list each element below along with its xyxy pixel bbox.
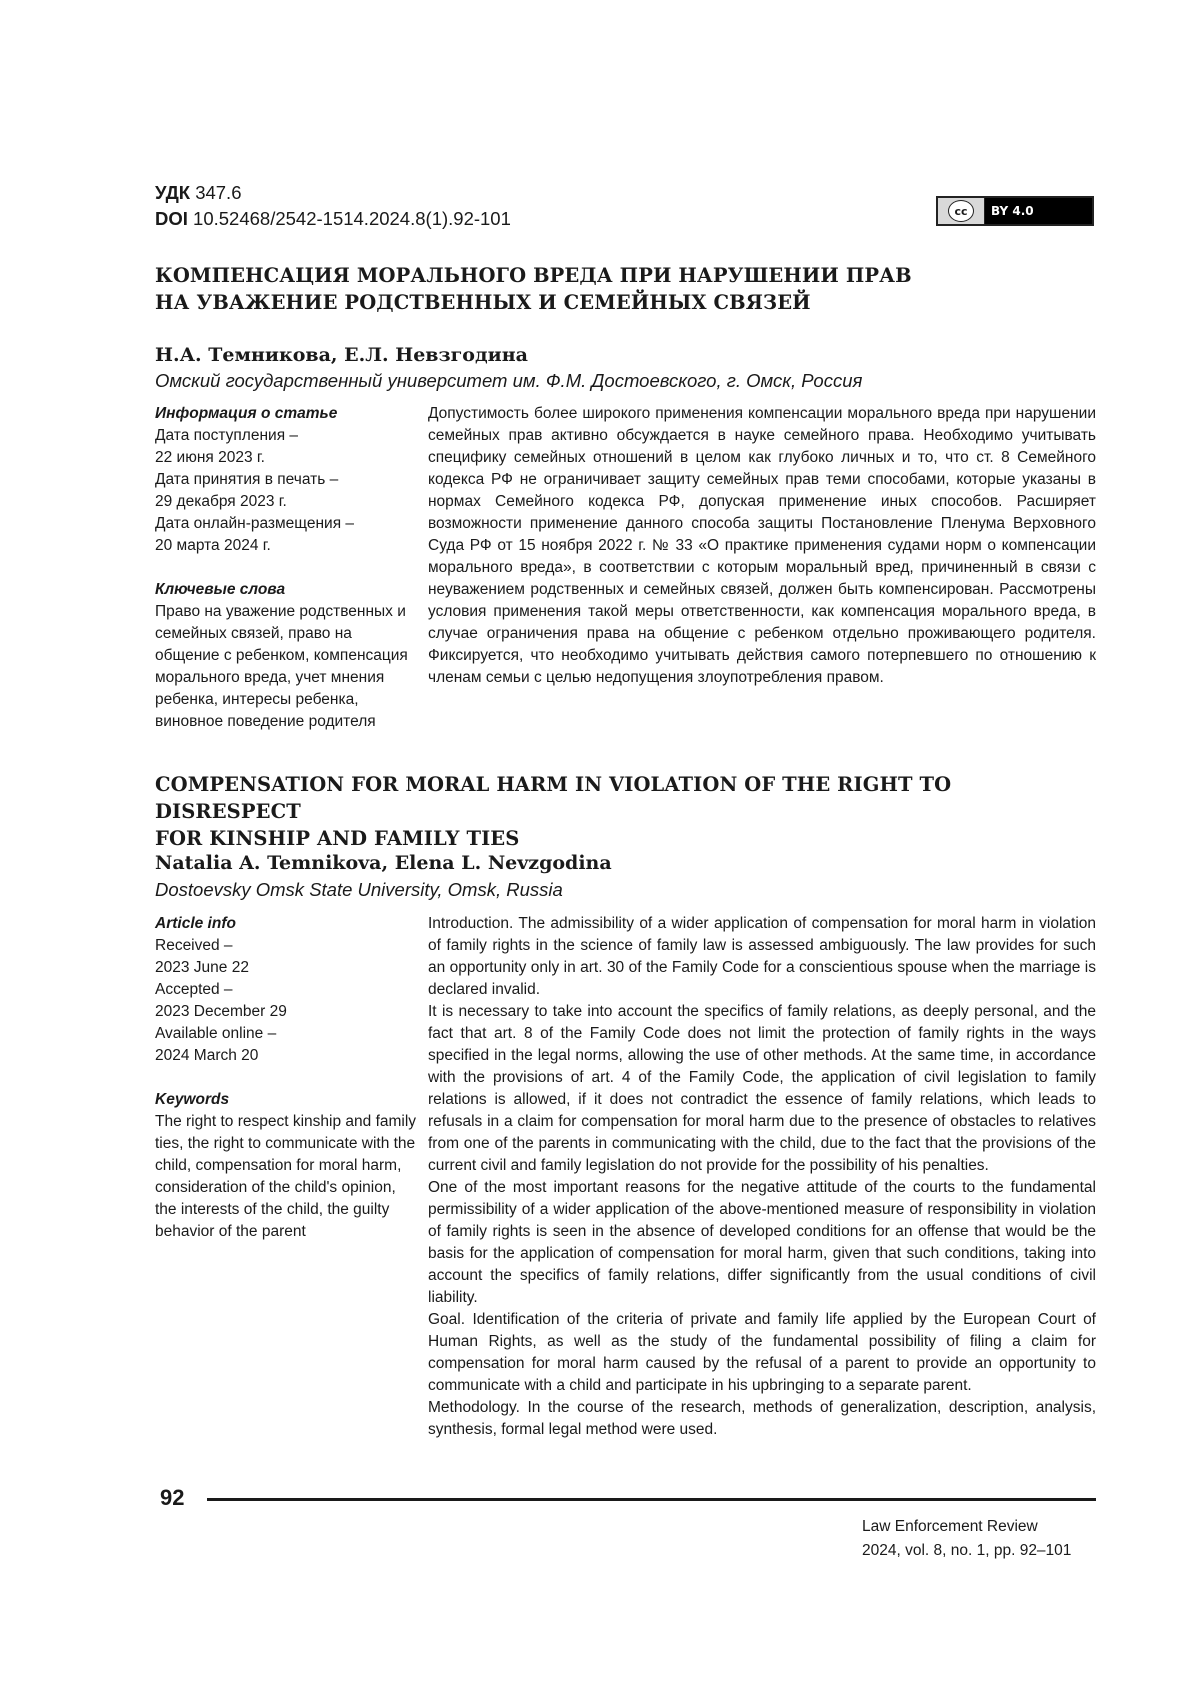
en-info-accepted-label: Accepted – (155, 981, 233, 998)
en-affiliation: Dostoevsky Omsk State University, Omsk, Russia (155, 879, 563, 900)
udk-line (155, 180, 241, 206)
ru-info-accepted-label: Дата принятия в печать – (155, 471, 339, 488)
en-keywords-heading: Keywords (155, 1091, 230, 1108)
en-abstract (428, 913, 1096, 1441)
en-abstract-methodology: Methodology. In the course of the research, methods of generalization, description, analysis, synthesis, formal legal method were used. (428, 1399, 1096, 1438)
ru-title (155, 262, 1055, 316)
ru-info-online-date: 20 марта 2024 г. (155, 537, 271, 554)
ru-info-received-date: 22 июня 2023 г. (155, 449, 265, 466)
ru-info-received-label: Дата поступления – (155, 427, 299, 444)
en-abstract-specifics: It is necessary to take into account the specifics of family relations, as deeply personal, and the fact that art. 8 of the Family Code does not limit the protection of family rights in the ways specified in the legal norms, allowing the use of other methods. At the same time, in accordance with the provisions of art. 4 of the Family Code, the application of civil legislation to family relations is allowed, if it does not contradict the essence of family relations, which leads to refusals in a claim for compensation for moral harm due to the presence of obstacles to relatives from one of the parents in communicating with the child, due to the fact that the provisions of the current civil and family legislation do not provide for the possibility of his penalties. (428, 1003, 1096, 1174)
en-info-received-date: 2023 June 22 (155, 959, 249, 976)
en-abstract-reasons: One of the most important reasons for the negative attitude of the courts to the fundamental permissibility of a wider application of the above-mentioned measure of responsibility in violation of family rights is seen in the absence of developed conditions for an offense that would be the basis for the application of compensation for moral harm, given that such conditions, taking into account the specifics of family relations, differ significantly from the usual conditions of civil liability. (428, 1179, 1096, 1306)
en-title-line2: FOR KINSHIP AND FAMILY TIES (155, 827, 520, 850)
ru-keywords-heading: Ключевые слова (155, 581, 286, 598)
en-abstract-goal: Goal. Identification of the criteria of private and family life applied by the European Court of Human Rights, as well as the study of the fundamental possibility of filing a claim for compensation for moral harm caused by the refusal of a parent to provide an opportunity to communicate with a child and participate in his upbringing to a separate parent. (428, 1311, 1096, 1394)
ru-title-line2: НА УВАЖЕНИЕ РОДСТВЕННЫХ И СЕМЕЙНЫХ СВЯЗЕЙ (155, 291, 811, 314)
en-keywords: The right to respect kinship and family ties, the right to communicate with the child, compensation for moral harm, consideration of the child's opinion, the interests of the child, the guilty behavior of the parent (155, 1113, 417, 1240)
doi-value[interactable]: 10.52468/2542-1514.2024.8(1).92-101 (193, 208, 511, 229)
en-info-heading: Article info (155, 915, 236, 932)
ru-title-line1: КОМПЕНСАЦИЯ МОРАЛЬНОГО ВРЕДА ПРИ НАРУШЕНИИ ПРАВ (155, 264, 912, 287)
ru-abstract (428, 403, 1096, 689)
en-info-received-label: Received – (155, 937, 233, 954)
ru-info-online-label: Дата онлайн-размещения – (155, 515, 355, 532)
en-abstract-intro: Introduction. The admissibility of a wider application of compensation for moral harm in violation of family rights in the science of family law is assessed ambiguously. The law provides for such an opportunity only in art. 30 of the Family Code for a conscientious spouse when the marriage is declared invalid. (428, 915, 1096, 998)
en-info-accepted-date: 2023 December 29 (155, 1003, 287, 1020)
page-number: 92 (160, 1485, 185, 1510)
doi-label: DOI (155, 208, 188, 229)
en-title (155, 771, 1055, 852)
ru-keywords: Право на уважение родственных и семейных связей, право на общение с ребенком, компенсация морального вреда, учет мнения ребенка, интересы ребенка, виновное поведение родителя (155, 603, 408, 730)
en-authors: Natalia A. Temnikova, Elena L. Nevzgodina (155, 852, 612, 874)
udk-label: УДК (155, 182, 191, 203)
journal-name: Law Enforcement Review (862, 1518, 1038, 1535)
license-label: BY 4.0 (985, 198, 1092, 224)
en-title-line1: COMPENSATION FOR MORAL HARM IN VIOLATION OF THE RIGHT TO DISRESPECT (155, 773, 952, 823)
ru-info-heading: Информация о статье (155, 405, 338, 422)
footer-divider (207, 1498, 1096, 1501)
en-info-online-label: Available online – (155, 1025, 277, 1042)
ru-info-accepted-date: 29 декабря 2023 г. (155, 493, 287, 510)
en-info-online-date: 2024 March 20 (155, 1047, 259, 1064)
ru-article-info (155, 403, 417, 733)
cc-license-badge[interactable] (936, 196, 1094, 226)
doi-line (155, 206, 511, 232)
udk-value: 347.6 (195, 182, 242, 203)
ru-abstract-text: Допустимость более широкого применения компенсации морального вреда при нарушении семейных прав активно обсуждается в науке семейного права. Необходимо учитывать специфику семейных отношений в целом как глубоко личных и то, что ст. 8 Семейного кодекса РФ не ограничивает защиту семейных прав теми способами, которые указаны в нормах Семейного кодекса РФ, допуская применение иных способов. Расширяет возможности применение данного способа защиты Постановление Пленума Верховного Суда РФ от 15 ноября 2022 г. № 33 «О практике применения судами норм о компенсации морального вреда», в соответствии с которым моральный вред, причиненный в связи с неуважением родственных и семейных связей, должен быть компенсирован. Рассмотрены условия применения такой меры ответственности, как компенсация морального вреда, в случае ограничения права на общение с ребенком отдельно проживающего родителя. Фиксируется, что необходимо учитывать действия самого потерпевшего по отношению к членам семьи с целью недопущения злоупотребления правом. (428, 405, 1096, 686)
en-article-info (155, 913, 417, 1243)
journal-citation: 2024, vol. 8, no. 1, pp. 92–101 (862, 1542, 1072, 1559)
ru-authors: Н.А. Темникова, Е.Л. Невзгодина (155, 344, 528, 366)
ru-affiliation: Омский государственный университет им. Ф.М. Достоевского, г. Омск, Россия (155, 370, 863, 391)
cc-icon: cc (938, 198, 985, 224)
